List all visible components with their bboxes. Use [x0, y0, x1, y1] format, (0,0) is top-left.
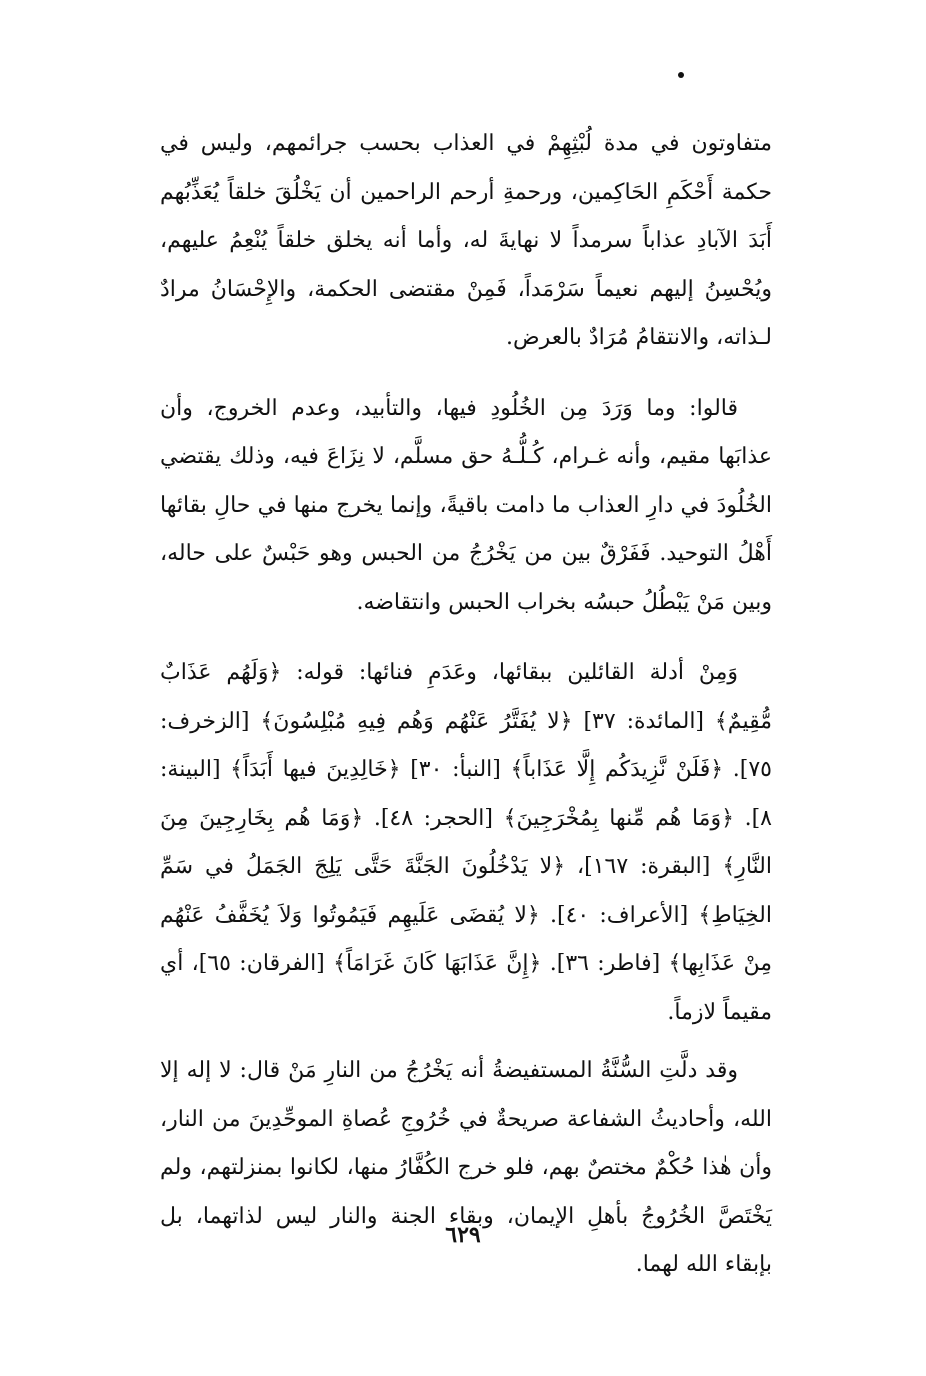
page-mark-dot [678, 72, 684, 78]
paragraph-4: وقد دلَّتِ السُّنَّةُ المستفيضةُ أنه يَخْرُجُ من النارِ مَنْ قال: لا إله إلا الله، وأحاديثُ الشفاعة صريحةٌ في خُرُوجِ عُصاةِ الموحِّدِينَ من النار، وأن هٰذا حُكْمٌ مختصٌ بهم، فلو خرج الكُفَّارُ منها، لكانوا بمنزلتهم، ولم يَخْتَصَّ الخُرُوجُ بأهلِ الإيمان، وبقاء الجنة والنار ليس لذاتهما، بل بإبقاء الله لهما. [160, 1058, 772, 1277]
paragraph-1: متفاوتون في مدة لُبْثِهِمْ في العذاب بحسب جرائمهم، وليس في حكمة أَحْكَمِ الحَاكِمين، ورحمةِ أرحم الراحمين أن يَخْلُقَ خلقاً يُعَذِّبُهم أَبَدَ الآبادِ عذاباً سرمداً لا نهايةَ له، وأما أنه يخلق خلقاً يُنْعِمُ عليهم، ويُحْسِنُ إليهم نعيماً سَرْمَداً، فَمِنْ مقتضى الحكمة، والإِحْسَانُ مرادٌ لـذاته، والانتقامُ مُرَادٌ بالعرض. [160, 131, 772, 350]
page-number: ٦٢٩ [445, 1222, 481, 1248]
paragraph-2: قالوا: وما وَرَدَ مِن الخُلُودِ فيها، والتأبيد، وعدم الخروج، وأن عذابَها مقيم، وأنه غـرام، كُـلُّـهُ حق مسلَّم، لا نِزَاعَ فيه، وذلك يقتضي الخُلُودَ في دارِ العذاب ما دامت باقيةً، وإنما يخرج منها في حالِ بقائها أَهْلُ التوحيد. فَفَرْقٌ بين من يَخْرُجُ من الحبس وهو حَبْسٌ على حاله، وبين مَنْ يَبْطُلُ حبسُه بخراب الحبس وانتقاضه. [160, 395, 772, 615]
paragraph-3: وَمِنْ أدلة القائلين ببقائها، وعَدَمِ فنائها: قوله: ﴿وَلَهُم عَذَابٌ مُّقِيمٌ﴾ [المائدة: ٣٧] ﴿لا يُفَتَّرُ عَنْهُم وَهُم فِيهِ مُبْلِسُونَ﴾ [الزخرف: ٧٥]. ﴿فَلَنْ نَّزِيدَكُم إِلَّا عَذَاباً﴾ [النبأ: ٣٠] ﴿خَالِدِينَ فيها أَبَدَاً﴾ [البينة: ٨]. ﴿وَمَا هُم مِّنها بِمُخْرَجِينَ﴾ [الحجر: ٤٨]. ﴿وَمَا هُم بِخَارِجِينَ مِنَ النَّارِ﴾ [البقرة: ١٦٧]، ﴿لا يَدْخُلُونَ الجَنَّةَ حَتَّى يَلِجَ الجَمَلُ في سَمِّ الخِيَاطِ﴾ [الأعراف: ٤٠]. ﴿لا يُقضَى عَلَيهِم فَيَمُوتُوا وَلاَ يُخَفَّفُ عَنْهُم مِنْ عَذَابِها﴾ [فاطر: ٣٦]. ﴿إِنَّ عَذَابَهَا كَانَ غَرَامَاً﴾ [الفرقان: ٦٥]، أي مقيماً لازماً. [160, 660, 773, 1025]
page-body [160, 120, 772, 1290]
